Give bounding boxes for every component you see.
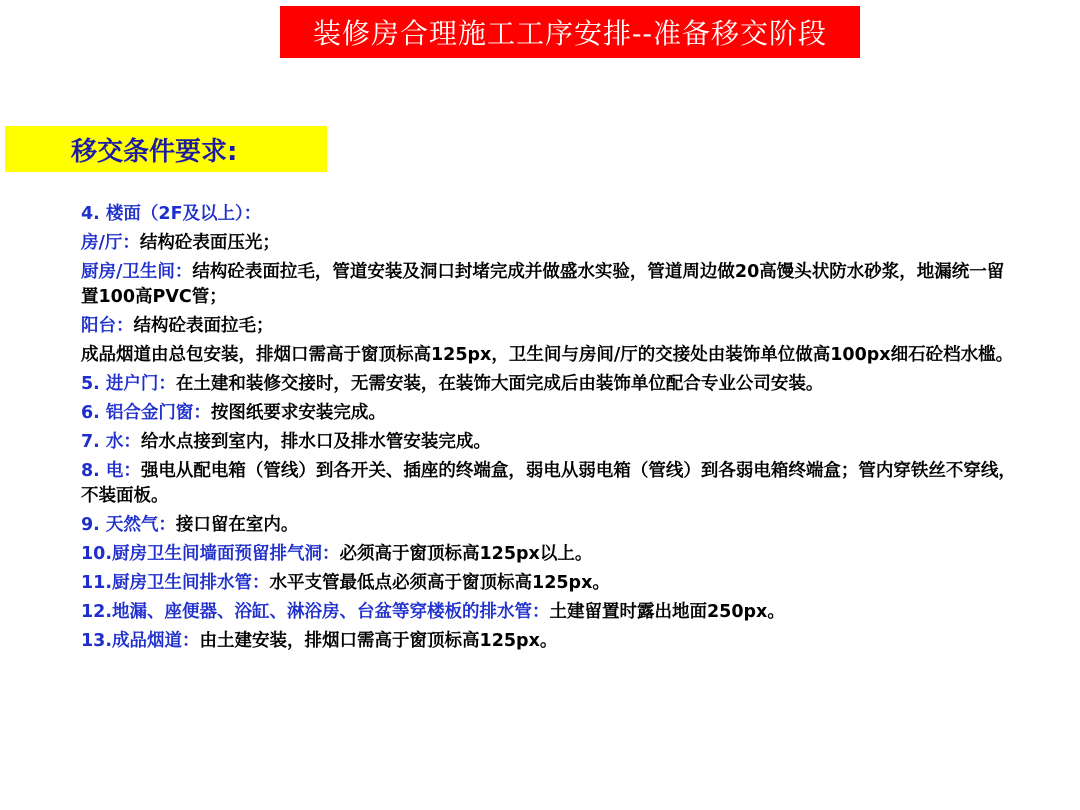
list-item <box>81 202 1016 227</box>
item-label: 房/厅： <box>81 233 140 253</box>
list-item <box>81 629 1016 654</box>
item-text: 结构砼表面拉毛，管道安装及洞口封堵完成并做盛水实验，管道周边做20高馒头状防水砂浆，地漏统一留置100高PVC管； <box>81 262 1005 307</box>
item-text: 必须高于窗顶标高125px以上。 <box>339 544 593 564</box>
section-heading: 移交条件要求: <box>5 126 327 172</box>
item-text: 强电从配电箱（管线）到各开关、插座的终端盒，弱电从弱电箱（管线）到各弱电箱终端盒；管内穿铁丝不穿线，不装面板。 <box>81 461 1016 506</box>
item-label: 11.厨房卫生间排水管： <box>81 573 270 593</box>
list-item <box>81 513 1016 538</box>
list-item <box>81 401 1016 426</box>
item-label: 厨房/卫生间： <box>81 262 193 282</box>
list-item <box>81 260 1016 310</box>
item-text: 由土建安装，排烟口需高于窗顶标高125px。 <box>199 631 558 651</box>
item-text: 土建留置时露出地面250px。 <box>549 602 785 622</box>
list-item <box>81 314 1016 339</box>
item-label: 8. 电： <box>81 461 141 481</box>
requirements-list <box>81 202 1016 658</box>
item-label: 12.地漏、座便器、浴缸、淋浴房、台盆等穿楼板的排水管： <box>81 602 550 622</box>
item-label: 4. 楼面（2F及以上）： <box>81 204 262 224</box>
item-text: 按图纸要求安装完成。 <box>210 403 386 423</box>
item-text: 结构砼表面拉毛； <box>133 316 274 336</box>
slide-title: 装修房合理施工工序安排--准备移交阶段 <box>280 6 860 58</box>
item-text: 结构砼表面压光； <box>139 233 280 253</box>
list-item <box>81 231 1016 256</box>
list-item <box>81 459 1016 509</box>
item-label: 5. 进户门： <box>81 374 176 394</box>
item-label: 7. 水： <box>81 432 141 452</box>
list-item <box>81 343 1016 368</box>
item-label: 10.厨房卫生间墙面预留排气洞： <box>81 544 340 564</box>
list-item <box>81 542 1016 567</box>
list-item <box>81 571 1016 596</box>
list-item <box>81 372 1016 397</box>
item-label: 9. 天然气： <box>81 515 176 535</box>
item-text: 水平支管最低点必须高于窗顶标高125px。 <box>269 573 610 593</box>
item-text: 接口留在室内。 <box>175 515 299 535</box>
item-label: 阳台： <box>81 316 134 336</box>
item-text: 成品烟道由总包安装，排烟口需高于窗顶标高125px，卫生间与房间/厅的交接处由装饰单位做高100px细石砼档水槛。 <box>81 345 1014 365</box>
item-text: 在土建和装修交接时，无需安装，在装饰大面完成后由装饰单位配合专业公司安装。 <box>175 374 824 394</box>
list-item <box>81 430 1016 455</box>
item-label: 6. 铝合金门窗： <box>81 403 211 423</box>
item-text: 给水点接到室内，排水口及排水管安装完成。 <box>140 432 491 452</box>
item-label: 13.成品烟道： <box>81 631 200 651</box>
list-item <box>81 600 1016 625</box>
